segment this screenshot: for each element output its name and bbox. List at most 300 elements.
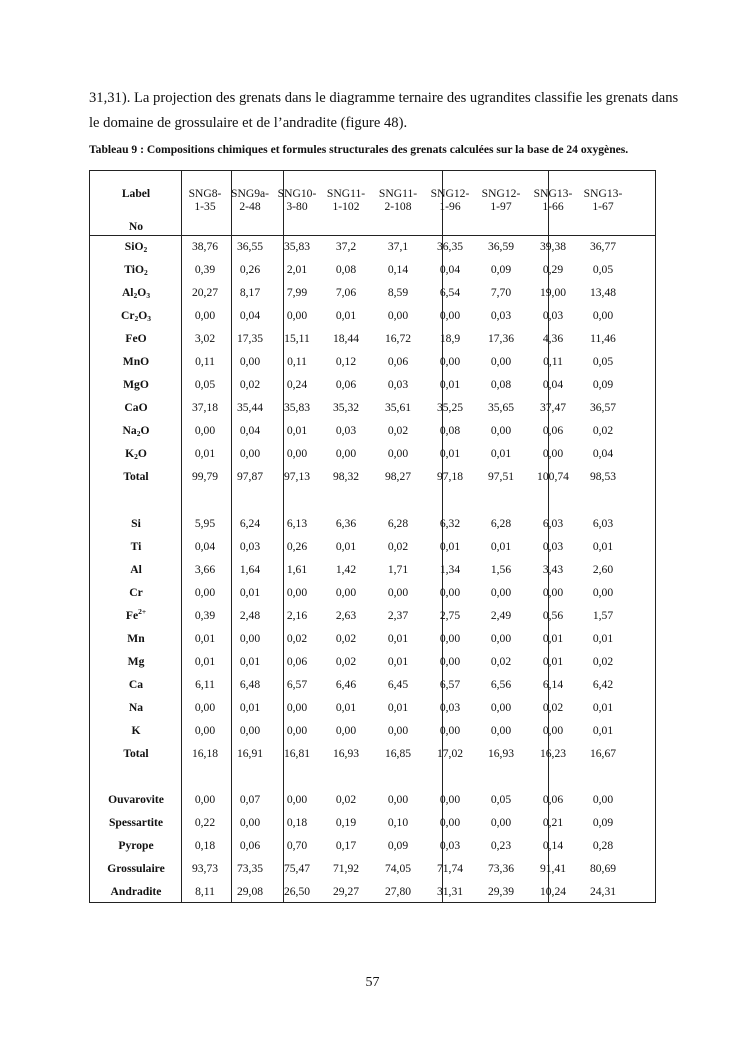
table-cell: 0,01 (439, 378, 461, 391)
table-cell: 8,17 (239, 286, 261, 299)
table-cell: 0,02 (490, 655, 512, 668)
table-cell: 73,36 (487, 862, 515, 875)
table-cell: 73,35 (236, 862, 264, 875)
table-cell: 2,37 (387, 609, 409, 622)
table-cell: 0,09 (387, 839, 409, 852)
table-cell: 15,11 (284, 332, 310, 345)
table-cell: 35,25 (436, 401, 464, 414)
sample-header (373, 187, 423, 213)
table-cell: 37,1 (387, 240, 409, 253)
sample-header (321, 187, 371, 213)
sample-header-line: 1-35 (194, 200, 216, 213)
table-cell: 35,61 (384, 401, 412, 414)
table-cell: 0,01 (387, 701, 409, 714)
table-cell: 0,24 (286, 378, 308, 391)
table-cell: 36,35 (436, 240, 464, 253)
table-cell: 29,08 (236, 885, 264, 898)
table-cell: 0,00 (286, 793, 308, 806)
table-cell: 0,28 (592, 839, 614, 852)
sample-header-line: 1-96 (439, 200, 461, 213)
table-cell: 16,67 (589, 747, 617, 760)
table-cell: 0,00 (439, 309, 461, 322)
table-cell: 35,65 (487, 401, 515, 414)
table-cell: 1,57 (592, 609, 614, 622)
table-cell: 0,01 (335, 309, 357, 322)
table-cell: 29,27 (332, 885, 360, 898)
row-label: Na (128, 701, 144, 714)
table-cell: 0,19 (335, 816, 357, 829)
table-cell: 31,31 (436, 885, 464, 898)
sample-header (180, 187, 230, 213)
table-cell: 0,03 (239, 540, 261, 553)
table-cell: 0,01 (592, 724, 614, 737)
table-cell: 0,02 (387, 540, 409, 553)
table-cell: 6,13 (286, 517, 308, 530)
table-cell: 2,49 (490, 609, 512, 622)
table-caption: Tableau 9 : Compositions chimiques et formules structurales des grenats calculées sur la base de 24 oxygènes. (89, 143, 629, 156)
table-cell: 20,27 (191, 286, 219, 299)
sample-header (528, 187, 578, 213)
sample-header-line: SNG12- (481, 187, 521, 200)
row-label: Mg (127, 655, 145, 668)
table-cell: 0,01 (542, 632, 564, 645)
table-cell: 0,00 (335, 586, 357, 599)
table-cell: 6,57 (439, 678, 461, 691)
table-cell: 0,05 (592, 263, 614, 276)
table-cell: 0,00 (387, 309, 409, 322)
table-cell: 6,24 (239, 517, 261, 530)
table-cell: 18,44 (332, 332, 360, 345)
table-cell: 0,01 (194, 632, 216, 645)
sample-header-line: SNG8- (188, 187, 222, 200)
sample-header-line: 1-97 (490, 200, 512, 213)
table-cell: 0,01 (542, 655, 564, 668)
row-label: SiO$_2$ (124, 240, 148, 254)
row-label: Ca (128, 678, 144, 691)
table-cell: 1,71 (387, 563, 409, 576)
table-cell: 0,00 (490, 355, 512, 368)
table-cell: 0,00 (490, 816, 512, 829)
table-cell: 0,00 (592, 793, 614, 806)
row-label: K (131, 724, 141, 737)
table-cell: 17,35 (236, 332, 264, 345)
table-cell: 0,26 (286, 540, 308, 553)
table-cell: 37,2 (335, 240, 357, 253)
table-cell: 26,50 (283, 885, 311, 898)
row-label: $Al_2O_3$ (121, 286, 151, 300)
table-cell: 0,18 (286, 816, 308, 829)
table-cell: 0,02 (335, 793, 357, 806)
table-cell: 0,07 (239, 793, 261, 806)
table-cell: 16,85 (384, 747, 412, 760)
table-cell: 0,02 (286, 632, 308, 645)
table-cell: 36,59 (487, 240, 515, 253)
table-cell: 0,08 (335, 263, 357, 276)
table-cell: 0,04 (239, 424, 261, 437)
table-cell: 0,06 (387, 355, 409, 368)
table-cell: 0,01 (592, 540, 614, 553)
table-cell: 0,17 (335, 839, 357, 852)
table-cell: 17,02 (436, 747, 464, 760)
table-cell: 16,23 (539, 747, 567, 760)
table-cell: 0,02 (592, 655, 614, 668)
table-cell: 0,00 (439, 632, 461, 645)
table-cell: 0,00 (286, 309, 308, 322)
sample-header-line: 2-108 (384, 200, 412, 213)
row-label: Al (130, 563, 142, 576)
table-cell: 100,74 (537, 470, 569, 483)
row-label: Cr (129, 586, 143, 599)
table-cell: 0,01 (592, 701, 614, 714)
table-cell: 97,18 (436, 470, 464, 483)
table-cell: 37,47 (539, 401, 567, 414)
table-cell: 99,79 (191, 470, 219, 483)
garnet-composition-table (89, 170, 656, 903)
table-cell: 98,27 (384, 470, 412, 483)
table-cell: 0,00 (387, 586, 409, 599)
table-cell: 2,63 (335, 609, 357, 622)
table-cell: 0,00 (490, 724, 512, 737)
row-label: $K_2O$ (125, 447, 147, 461)
row-label: Andradite (110, 885, 162, 898)
table-cell: 0,00 (239, 447, 261, 460)
table-cell: 0,01 (194, 655, 216, 668)
table-cell: 0,00 (542, 586, 564, 599)
sample-header (425, 187, 475, 213)
table-cell: 18,9 (439, 332, 461, 345)
table-cell: 0,00 (194, 586, 216, 599)
table-cell: 27,80 (384, 885, 412, 898)
row-label: $Cr_2O_3$ (120, 309, 152, 323)
table-cell: 0,39 (194, 263, 216, 276)
row-label: FeO (125, 332, 147, 345)
table-cell: 7,99 (286, 286, 308, 299)
table-cell: 16,93 (332, 747, 360, 760)
row-label: MnO (122, 355, 150, 368)
table-cell: 0,06 (335, 378, 357, 391)
sample-header-line: 1-66 (542, 200, 564, 213)
table-cell: 0,05 (592, 355, 614, 368)
sample-header-line: SNG11- (326, 187, 366, 200)
row-label: Mn (127, 632, 145, 645)
table-cell: 39,38 (539, 240, 567, 253)
table-cell: 0,00 (335, 724, 357, 737)
sample-header-line: SNG9a- (231, 187, 269, 200)
table-cell: 6,36 (335, 517, 357, 530)
table-cell: 0,23 (490, 839, 512, 852)
sample-header-line: 1-102 (332, 200, 360, 213)
table-cell: 17,36 (487, 332, 515, 345)
page-number: 57 (365, 975, 380, 990)
table-cell: 0,03 (542, 309, 564, 322)
table-cell: 98,53 (589, 470, 617, 483)
table-cell: 0,01 (439, 540, 461, 553)
table-cell: 0,03 (387, 378, 409, 391)
table-cell: 0,00 (542, 724, 564, 737)
table-cell: 6,32 (439, 517, 461, 530)
table-cell: 0,01 (387, 655, 409, 668)
table-cell: 1,42 (335, 563, 357, 576)
table-cell: 0,08 (439, 424, 461, 437)
table-cell: 37,18 (191, 401, 219, 414)
table-cell: 8,59 (387, 286, 409, 299)
table-cell: 4,36 (542, 332, 564, 345)
row-label: CaO (124, 401, 148, 414)
table-cell: 97,51 (487, 470, 515, 483)
header-divider (90, 235, 655, 236)
sample-header-line: 2-48 (239, 200, 261, 213)
table-cell: 97,13 (283, 470, 311, 483)
table-cell: 0,02 (335, 655, 357, 668)
table-cell: 0,03 (439, 701, 461, 714)
table-cell: 35,83 (283, 401, 311, 414)
table-cell: 2,60 (592, 563, 614, 576)
table-cell: 0,00 (387, 724, 409, 737)
table-cell: 1,34 (439, 563, 461, 576)
table-cell: 16,81 (283, 747, 311, 760)
table-cell: 3,66 (194, 563, 216, 576)
table-cell: 0,00 (490, 701, 512, 714)
table-cell: 0,00 (439, 355, 461, 368)
paragraph-line-1: 31,31). La projection des grenats dans le diagramme ternaire des ugrandites classifie les grenats dans (89, 90, 679, 106)
table-cell: 1,64 (239, 563, 261, 576)
table-cell: 2,16 (286, 609, 308, 622)
table-cell: 0,39 (194, 609, 216, 622)
table-cell: 3,02 (194, 332, 216, 345)
table-cell: 0,06 (286, 655, 308, 668)
table-cell: 0,00 (286, 724, 308, 737)
table-cell: 0,00 (335, 447, 357, 460)
table-cell: 29,39 (487, 885, 515, 898)
table-cell: 6,57 (286, 678, 308, 691)
table-cell: 0,08 (490, 378, 512, 391)
sample-header-line: SNG13- (583, 187, 623, 200)
table-cell: 7,06 (335, 286, 357, 299)
table-cell: 16,18 (191, 747, 219, 760)
table-cell: 36,57 (589, 401, 617, 414)
row-label: $Fe^{2+}$ (125, 607, 147, 622)
table-cell: 0,03 (335, 424, 357, 437)
table-cell: 6,54 (439, 286, 461, 299)
table-cell: 91,41 (539, 862, 567, 875)
table-cell: 0,00 (387, 793, 409, 806)
table-cell: 35,44 (236, 401, 264, 414)
table-cell: 6,03 (592, 517, 614, 530)
table-cell: 97,87 (236, 470, 264, 483)
sample-header-line: SNG11- (378, 187, 418, 200)
table-cell: 0,00 (439, 816, 461, 829)
table-cell: 0,26 (239, 263, 261, 276)
table-cell: 0,00 (592, 586, 614, 599)
sample-header (272, 187, 322, 213)
table-cell: 0,00 (239, 724, 261, 737)
row-label: Ouvarovite (108, 793, 164, 806)
table-cell: 6,42 (592, 678, 614, 691)
table-cell: 0,03 (542, 540, 564, 553)
number-header: No (128, 220, 144, 233)
label-header: Label (121, 187, 151, 200)
table-cell: 0,01 (286, 424, 308, 437)
table-cell: 0,00 (239, 632, 261, 645)
table-cell: 0,00 (439, 655, 461, 668)
table-cell: 6,45 (387, 678, 409, 691)
table-cell: 0,01 (387, 632, 409, 645)
table-cell: 0,01 (239, 586, 261, 599)
table-cell: 24,31 (589, 885, 617, 898)
table-cell: 3,43 (542, 563, 564, 576)
row-label: MgO (123, 378, 149, 391)
sample-header-line: SNG13- (533, 187, 573, 200)
table-cell: 0,10 (387, 816, 409, 829)
table-cell: 0,01 (239, 701, 261, 714)
table-cell: 1,61 (286, 563, 308, 576)
table-cell: 0,00 (286, 701, 308, 714)
table-cell: 0,00 (239, 816, 261, 829)
row-label: Total (123, 747, 149, 760)
table-cell: 0,04 (194, 540, 216, 553)
table-cell: 0,00 (490, 586, 512, 599)
table-cell: 16,91 (236, 747, 264, 760)
table-cell: 0,02 (387, 424, 409, 437)
table-cell: 0,00 (592, 309, 614, 322)
table-cell: 71,74 (436, 862, 464, 875)
table-cell: 6,28 (490, 517, 512, 530)
table-cell: 19,00 (539, 286, 567, 299)
table-cell: 6,11 (195, 678, 215, 691)
row-label: TiO$_2$ (124, 263, 148, 277)
table-cell: 0,02 (239, 378, 261, 391)
table-cell: 0,11 (543, 355, 563, 368)
table-cell: 6,56 (490, 678, 512, 691)
row-label: Pyrope (118, 839, 154, 852)
table-cell: 0,01 (239, 655, 261, 668)
table-cell: 2,48 (239, 609, 261, 622)
table-cell: 0,02 (542, 701, 564, 714)
table-cell: 0,01 (490, 447, 512, 460)
table-cell: 38,76 (191, 240, 219, 253)
table-cell: 0,09 (592, 816, 614, 829)
table-cell: 36,77 (589, 240, 617, 253)
sample-header-line: 1-67 (592, 200, 614, 213)
table-cell: 10,24 (539, 885, 567, 898)
table-cell: 0,01 (335, 540, 357, 553)
table-cell: 6,28 (387, 517, 409, 530)
table-cell: 0,02 (335, 632, 357, 645)
table-cell: 0,06 (542, 424, 564, 437)
table-cell: 0,01 (592, 632, 614, 645)
table-cell: 6,03 (542, 517, 564, 530)
table-cell: 0,11 (195, 355, 215, 368)
table-cell: 0,56 (542, 609, 564, 622)
table-cell: 2,01 (286, 263, 308, 276)
table-cell: 7,70 (490, 286, 512, 299)
table-cell: 0,00 (194, 701, 216, 714)
table-cell: 71,92 (332, 862, 360, 875)
row-label: Ti (130, 540, 142, 553)
row-label: Grossulaire (107, 862, 165, 875)
table-cell: 0,01 (490, 540, 512, 553)
table-cell: 6,46 (335, 678, 357, 691)
row-label: $Na_2O$ (122, 424, 150, 438)
table-cell: 2,75 (439, 609, 461, 622)
table-cell: 93,73 (191, 862, 219, 875)
table-cell: 0,11 (287, 355, 307, 368)
table-cell: 0,00 (439, 793, 461, 806)
table-cell: 0,70 (286, 839, 308, 852)
table-cell: 0,02 (592, 424, 614, 437)
table-cell: 0,05 (194, 378, 216, 391)
table-cell: 11,46 (590, 332, 616, 345)
table-cell: 6,48 (239, 678, 261, 691)
table-cell: 16,93 (487, 747, 515, 760)
table-cell: 0,04 (439, 263, 461, 276)
sample-header (476, 187, 526, 213)
table-cell: 0,00 (387, 447, 409, 460)
table-cell: 0,00 (194, 309, 216, 322)
table-cell: 0,00 (194, 724, 216, 737)
table-cell: 0,03 (490, 309, 512, 322)
table-cell: 0,03 (439, 839, 461, 852)
table-cell: 0,00 (239, 355, 261, 368)
table-cell: 75,47 (283, 862, 311, 875)
table-cell: 8,11 (195, 885, 215, 898)
table-cell: 36,55 (236, 240, 264, 253)
sample-header (578, 187, 628, 213)
sample-header (225, 187, 275, 213)
table-cell: 0,14 (387, 263, 409, 276)
table-cell: 0,12 (335, 355, 357, 368)
table-cell: 0,06 (239, 839, 261, 852)
table-cell: 0,22 (194, 816, 216, 829)
table-cell: 0,01 (439, 447, 461, 460)
table-cell: 13,48 (589, 286, 617, 299)
table-cell: 0,04 (239, 309, 261, 322)
table-cell: 0,00 (439, 586, 461, 599)
table-cell: 0,00 (286, 586, 308, 599)
table-cell: 0,00 (194, 793, 216, 806)
table-cell: 1,56 (490, 563, 512, 576)
table-cell: 0,14 (542, 839, 564, 852)
row-label: Si (131, 517, 141, 530)
table-cell: 0,04 (542, 378, 564, 391)
sample-header-line: 3-80 (286, 200, 308, 213)
table-cell: 0,00 (490, 424, 512, 437)
sample-header-line: SNG12- (430, 187, 470, 200)
table-cell: 0,29 (542, 263, 564, 276)
table-cell: 0,01 (335, 701, 357, 714)
table-cell: 0,00 (439, 724, 461, 737)
table-cell: 16,72 (384, 332, 412, 345)
table-cell: 35,83 (283, 240, 311, 253)
table-cell: 0,04 (592, 447, 614, 460)
table-cell: 0,09 (592, 378, 614, 391)
sample-header-line: SNG10- (277, 187, 317, 200)
table-cell: 0,18 (194, 839, 216, 852)
table-cell: 0,00 (194, 424, 216, 437)
table-cell: 0,01 (194, 447, 216, 460)
table-cell: 0,05 (490, 793, 512, 806)
table-cell: 5,95 (194, 517, 216, 530)
table-cell: 0,09 (490, 263, 512, 276)
table-cell: 0,00 (542, 447, 564, 460)
table-cell: 0,00 (490, 632, 512, 645)
table-cell: 0,21 (542, 816, 564, 829)
table-cell: 80,69 (589, 862, 617, 875)
table-cell: 0,06 (542, 793, 564, 806)
row-label: Total (123, 470, 149, 483)
paragraph-line-2: le domaine de grossulaire et de l’andradite (figure 48). (89, 115, 408, 131)
row-label: Spessartite (108, 816, 164, 829)
